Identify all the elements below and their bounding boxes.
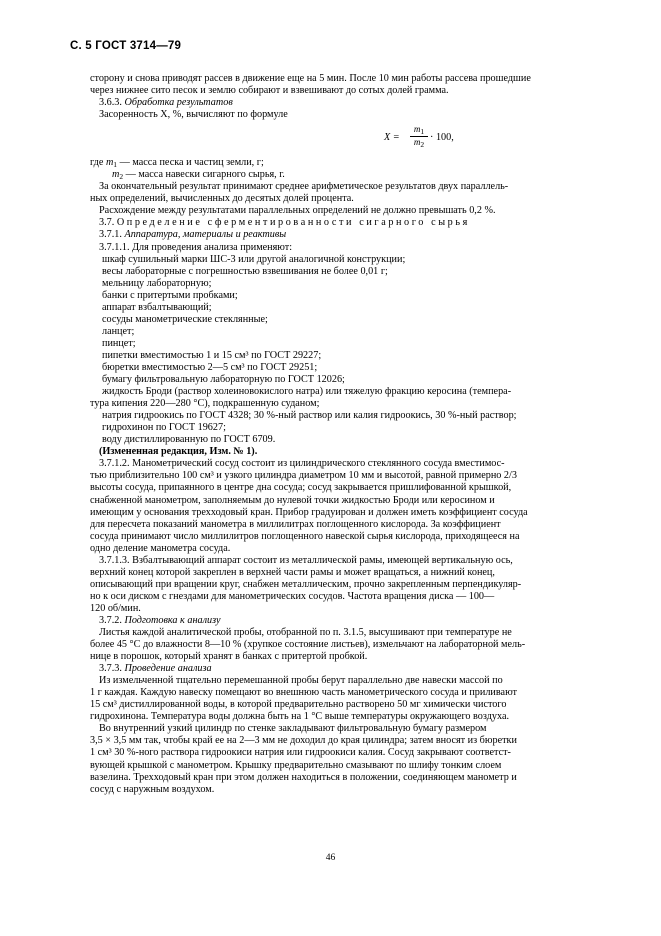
section-heading: 3.7. Определение сферментированности сигарного сырья	[99, 217, 470, 229]
equipment-list	[90, 254, 604, 447]
list-item: жидкость Броди (раствор холеиновокислого натра) или тяжелую фракцию керосина (темпера- тура кипения 220—280 °С), подкрашенную суданом;	[90, 386, 512, 410]
section-heading: 3.7.1. Аппаратура, материалы и реактивы	[99, 229, 287, 241]
paragraph: Листья каждой аналитической пробы, отобранной по п. 3.1.5, высушивают при температуре не более 45 °С до влажности 8—10 % (хрупкое состояние листьев), измельчают на лабораторной мель- нице в порошок, который хранят в банках с притертой пробкой.	[90, 627, 526, 663]
formula-fraction	[410, 124, 428, 148]
text-line: За окончательный результат принимают среднее арифметическое результатов двух параллель-	[99, 181, 509, 193]
list-item: шкаф сушильный марки ШС-3 или другой аналогичной конструкции;	[102, 253, 406, 265]
formula	[90, 123, 604, 153]
list-item: аппарат взбалтывающий;	[102, 301, 212, 313]
text-line: через нижнее сито песок и землю собирают и взвешивают до сотых долей грамма.	[90, 85, 449, 97]
document-body	[90, 73, 604, 796]
list-item: сосуды манометрические стеклянные;	[102, 313, 268, 325]
list-item: пинцет;	[102, 337, 136, 349]
list-item: воду дистиллированную по ГОСТ 6709.	[102, 434, 276, 446]
section-heading: 3.7.2. Подготовка к анализу	[99, 614, 221, 626]
formula-rhs: · 100,	[430, 132, 454, 144]
text-line: ных определений, вычисленных до десятых долей процента.	[90, 193, 354, 205]
section-title: Проведение анализа	[124, 663, 212, 675]
list-item: натрия гидроокись по ГОСТ 4328; 30 %-ный раствор или калия гидроокись, 30 %-ный раствор;	[102, 410, 517, 422]
list-item: бюретки вместимостью 2—5 см³ по ГОСТ 29251;	[102, 361, 318, 373]
paragraph: 3.7.1.2. Манометрический сосуд состоит из цилиндрического стеклянного сосуда вместимос- тью приблизительно 100 см³ и узкого цилиндра диаметром 10 мм и высотой, равной примерно 2/3 высоты сосуда, припаянного в центре дна сосуда; сосуд закрывается пришлифованной крышкой, снабженной манометром, заполняемым до нулевой точки жидкостью Броди или керосином и имеющим у основания трехходовый кран. Прибор градуирован и должен иметь коэффициент сосуда для пересчета показаний манометра в миллилитрах поглощенного кислорода. За коэффициент сосуда принимают число миллилитров поглощенного навеской сырья кислорода, приходящееся на одно деление манометра сосуда.	[90, 458, 528, 554]
formula-legend	[90, 157, 604, 181]
paragraph: Во внутренний узкий цилиндр по стенке закладывают фильтровальную бумагу размером 3,5 × 3,5 мм так, чтобы край ее на 2—3 мм не доходил до края цилиндра; затем вносят из бюретки 1 см³ 30 %-ного раствора гидроокиси натрия или гидроокиси калия. Сосуд закрывают соответст- вующей крышкой с манометром. Крышку предварительно смазывают по шлифу тонким слоем вазелина. Трехходовый кран при этом должен находиться в положении, соединяющем манометр и сосуд с наружным воздухом.	[90, 723, 517, 795]
list-item: бумагу фильтровальную лабораторную по ГОСТ 12026;	[102, 374, 345, 386]
paragraph: Расхождение между результатами параллельных определений не должно превышать 0,2 %.	[99, 205, 496, 217]
formula-denominator: $m_2$	[413, 137, 425, 150]
paragraph: Из измельченной тщательно перемешанной пробы берут параллельно две навески массой по 1 г каждая. Каждую навеску помещают во внешнюю часть манометрического сосуда и приливают 15 см³ дистиллированной воды, в которой предварительно растворено 50 мг химически чистого гидрохинона. Температура воды должна быть на 1 °С выше температуры окружающего воздуха.	[90, 675, 518, 723]
revision-note: (Измененная редакция, Изм. № 1).	[99, 446, 258, 458]
section-title: Подготовка к анализу	[124, 614, 221, 626]
section-heading	[90, 97, 604, 109]
list-item: пипетки вместимостью 1 и 15 см³ по ГОСТ 29227;	[102, 349, 322, 361]
list-item: мельницу лабораторную;	[102, 277, 212, 289]
text-line: сторону и снова приводят рассев в движение еще на 5 мин. После 10 мин работы рассева прошедшие	[90, 73, 531, 84]
formula-numerator: $m_1$	[410, 124, 428, 137]
paragraph	[90, 73, 604, 97]
formula-lhs: X =	[384, 132, 400, 144]
paragraph	[90, 181, 604, 205]
section-title: Аппаратура, материалы и реактивы	[124, 229, 287, 241]
section-number: 3.6.3.	[99, 97, 122, 109]
list-item: весы лабораторные с погрешностью взвешивания не более 0,01 г;	[102, 265, 388, 277]
legend-line: где m1 — масса песка и частиц земли, г;	[90, 157, 264, 170]
page-header: С. 5 ГОСТ 3714—79	[70, 40, 182, 52]
paragraph: 3.7.1.1. Для проведения анализа применяют:	[99, 241, 293, 253]
list-item: гидрохинон по ГОСТ 19627;	[102, 422, 226, 434]
legend-line: m2 — масса навески сигарного сырья, г.	[112, 169, 285, 182]
page-number: 46	[325, 853, 336, 863]
paragraph: 3.7.1.3. Взбалтывающий аппарат состоит из металлической рамы, имеющей вертикальную ось, верхний конец которой закреплен в верхней части рамы и может вращаться, а нижний конец, описывающий при вращении круг, снабжен металлическим, прочно закрепленным перпендикуляр- но к оси диском с гнездами для манометрических сосудов. Частота вращения диска — 100— 120 об/мин.	[90, 554, 522, 614]
section-heading: 3.7.3. Проведение анализа	[99, 663, 212, 675]
section-title: Определение сферментированности сигарного сырья	[116, 217, 470, 229]
list-item: ланцет;	[102, 325, 135, 337]
section-title: Обработка результатов	[124, 97, 233, 109]
list-item: банки с притертыми пробками;	[102, 289, 238, 301]
paragraph: Засоренность X, %, вычисляют по формуле	[99, 109, 288, 121]
